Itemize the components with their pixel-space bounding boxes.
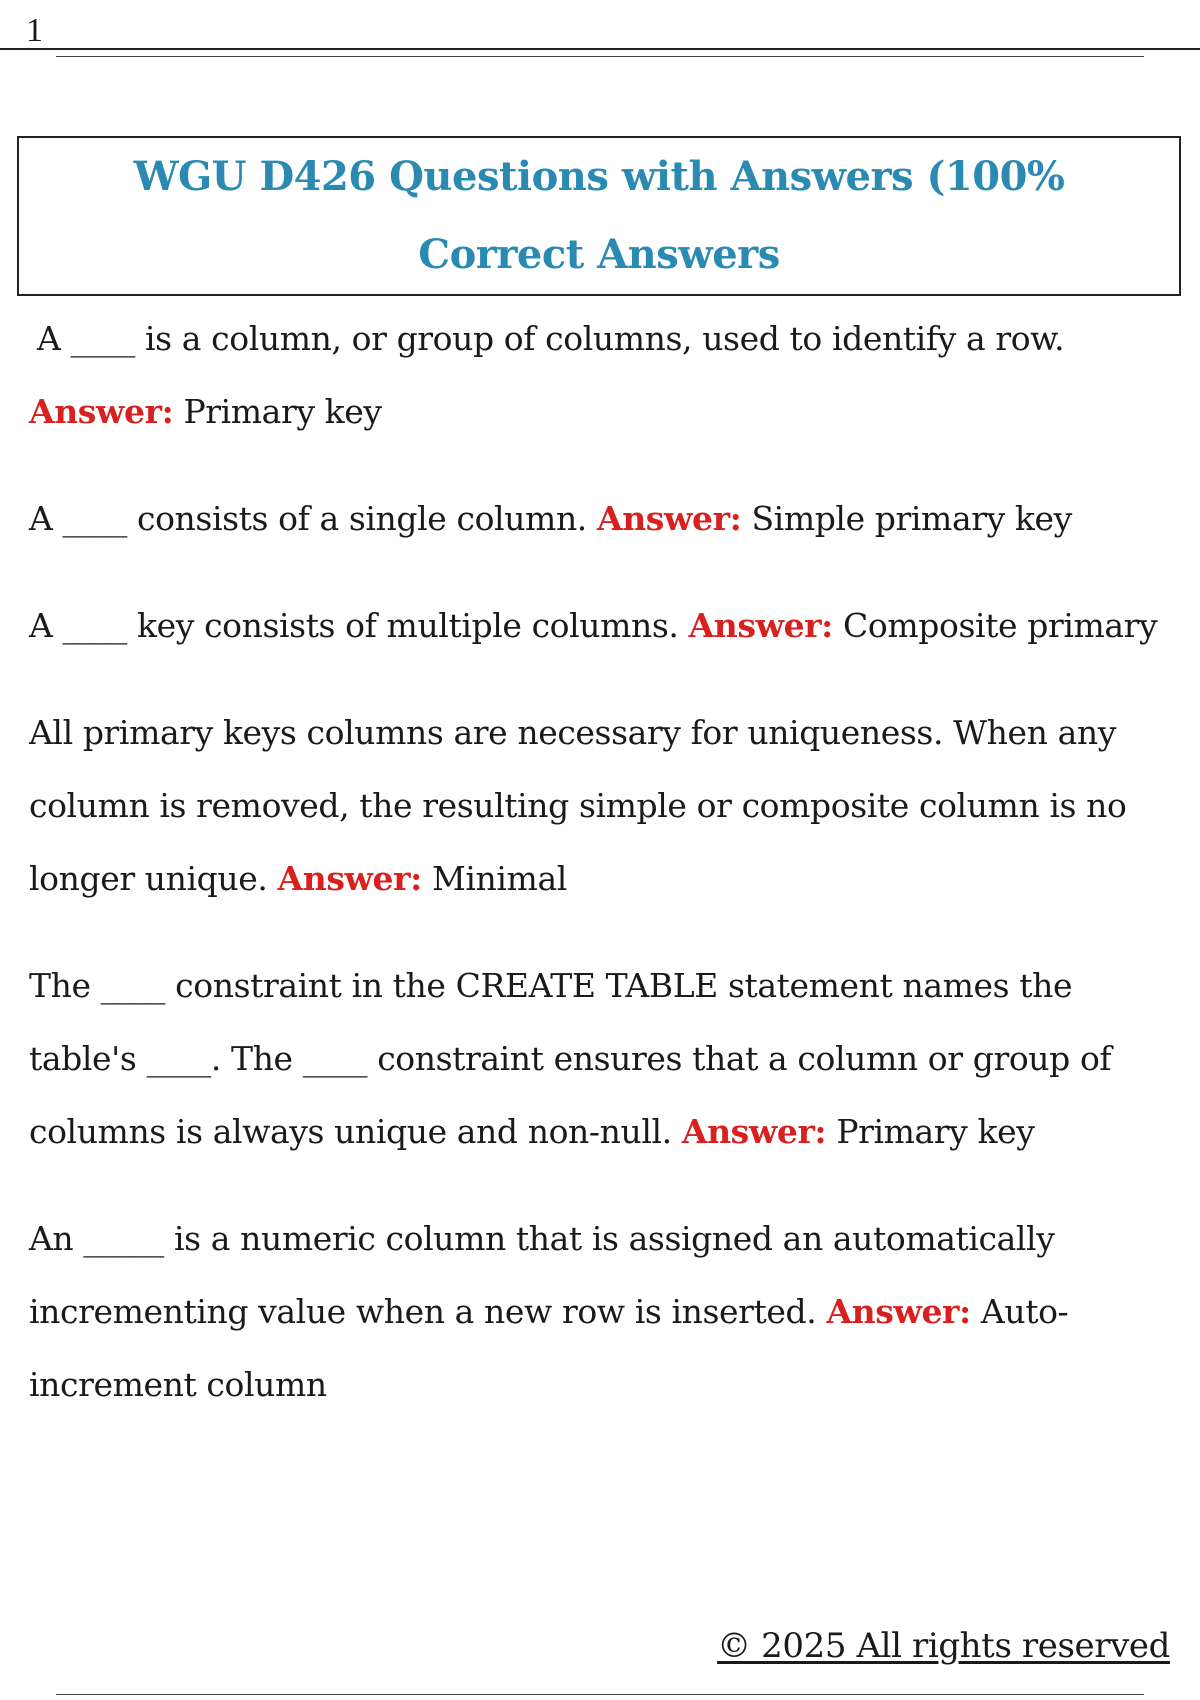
header-rule bbox=[0, 48, 1200, 50]
answer-text: Primary key bbox=[183, 392, 382, 431]
question-text: A ____ is a column, or group of columns, used to identify a row. bbox=[37, 319, 1065, 358]
qa-item bbox=[29, 696, 1179, 915]
question-text: A ____ key consists of multiple columns. bbox=[29, 606, 679, 645]
question-text: The ____ constraint in the CREATE TABLE statement names the table's ____. The ____ constraint ensures that a column or group of columns is always unique and non-null. bbox=[29, 966, 1112, 1151]
document-title: WGU D426 Questions with Answers (100% Correct Answers bbox=[133, 153, 1065, 278]
footer-copyright: © 2025 All rights reserved bbox=[717, 1626, 1170, 1666]
qa-item bbox=[29, 589, 1179, 662]
qa-item bbox=[29, 482, 1179, 555]
answer-label: Answer: bbox=[681, 1112, 827, 1151]
qa-item bbox=[29, 1202, 1179, 1421]
qa-item bbox=[29, 302, 1179, 448]
question-text: All primary keys columns are necessary for uniqueness. When any column is removed, the resulting simple or composite column is no longer unique. bbox=[29, 713, 1127, 898]
qa-list bbox=[29, 302, 1179, 1455]
title-box bbox=[17, 136, 1181, 296]
page-number: 1 bbox=[26, 12, 43, 49]
footer-rule bbox=[56, 1694, 1144, 1695]
question-text: A ____ consists of a single column. bbox=[29, 499, 587, 538]
answer-text: Simple primary key bbox=[751, 499, 1072, 538]
answer-text: Primary key bbox=[836, 1112, 1035, 1151]
answer-text: Composite primary bbox=[843, 606, 1158, 645]
answer-label: Answer: bbox=[277, 859, 422, 898]
answer-label: Answer: bbox=[826, 1292, 971, 1331]
qa-item bbox=[29, 949, 1179, 1168]
answer-text: Auto-increment column bbox=[29, 1292, 1069, 1404]
answer-text: Minimal bbox=[432, 859, 567, 898]
header-rule-secondary bbox=[56, 56, 1144, 57]
answer-label: Answer: bbox=[29, 392, 174, 431]
question-text: An _____ is a numeric column that is assigned an automatically incrementing value when a new row is inserted. bbox=[29, 1219, 1055, 1331]
answer-label: Answer: bbox=[597, 499, 742, 538]
answer-label: Answer: bbox=[688, 606, 833, 645]
